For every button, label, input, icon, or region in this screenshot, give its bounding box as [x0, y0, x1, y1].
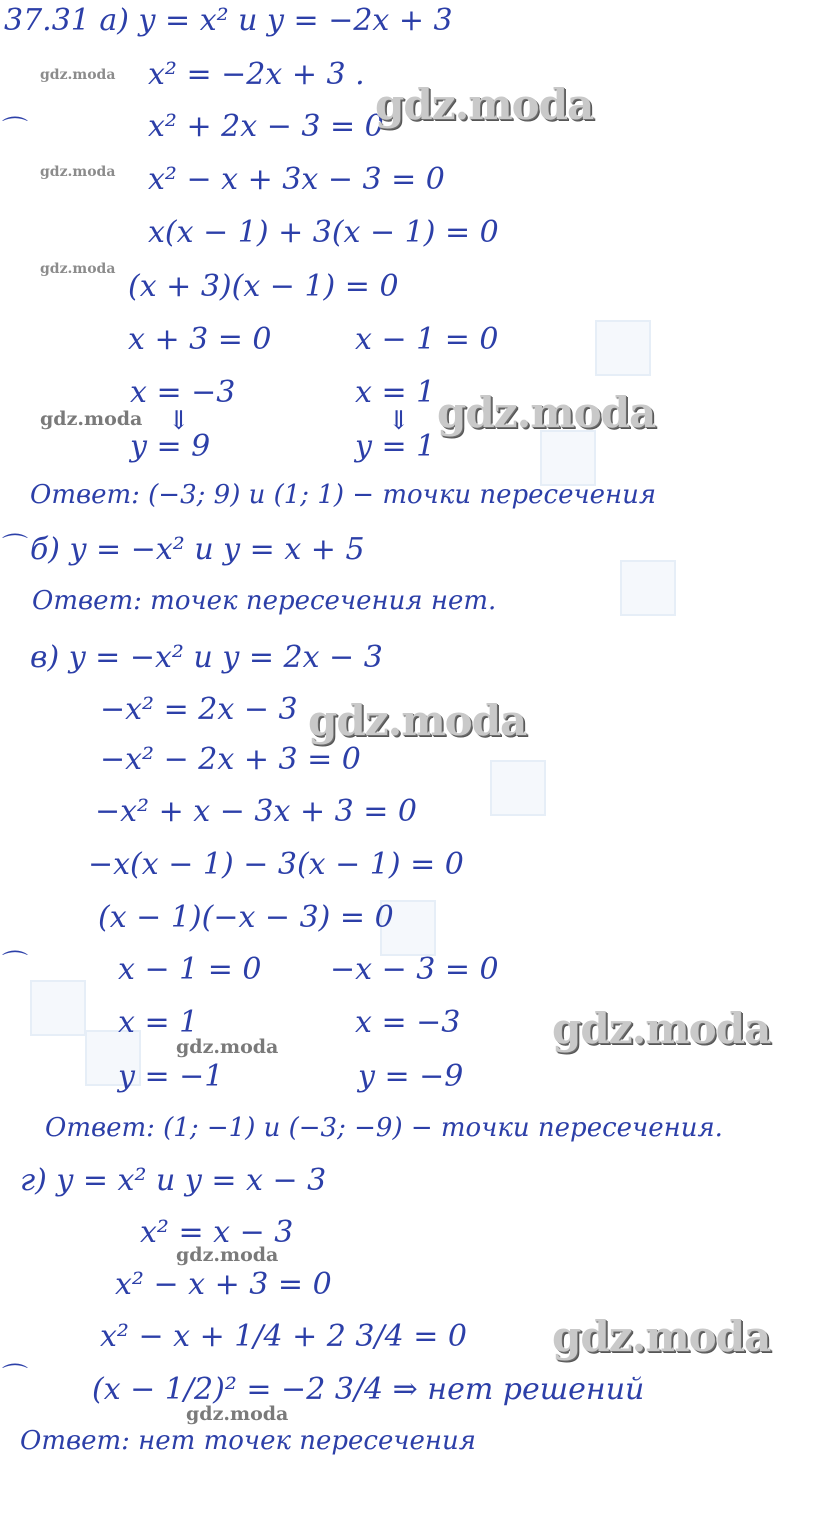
watermark: gdz.moda: [186, 1403, 289, 1425]
problem-header-b: б) y = −x² и y = x + 5: [30, 532, 365, 567]
equation-line: −x − 3 = 0: [330, 952, 499, 987]
watermark-large: gdz.moda: [375, 80, 594, 129]
watermark: gdz.moda: [40, 164, 116, 180]
equation-line: y = 9: [130, 429, 211, 464]
watermark: gdz.moda: [176, 1036, 279, 1058]
equation-line: −x(x − 1) − 3(x − 1) = 0: [88, 847, 464, 882]
watermark: gdz.moda: [176, 1244, 279, 1266]
answer-line: Ответ: (1; −1) и (−3; −9) − точки пересечения.: [45, 1113, 723, 1143]
answer-line: Ответ: нет точек пересечения: [20, 1426, 477, 1456]
equation-line: x² − x + 3 = 0: [115, 1267, 332, 1302]
problem-header-g: г) y = x² и y = x − 3: [20, 1163, 327, 1198]
watermark: gdz.moda: [40, 261, 116, 277]
equation-line: x + 3 = 0: [128, 322, 272, 357]
equation-line: x(x − 1) + 3(x − 1) = 0: [148, 215, 499, 250]
watermark-large: gdz.moda: [308, 696, 527, 745]
answer-line: Ответ: (−3; 9) и (1; 1) − точки пересечения: [30, 480, 657, 510]
margin-mark: ⌒: [2, 533, 29, 563]
margin-mark: ⌒: [2, 1363, 29, 1393]
background-square: [540, 430, 596, 486]
answer-line: Ответ: точек пересечения нет.: [32, 586, 497, 616]
equation-line: x = −3: [355, 1005, 461, 1040]
equation-line: (x − 1)(−x − 3) = 0: [98, 900, 394, 935]
equation-line: y = −1: [118, 1059, 224, 1094]
problem-header-a: 37.31 а) y = x² и y = −2x + 3: [4, 3, 453, 38]
margin-mark: ⌒: [2, 116, 29, 146]
equation-line: x − 1 = 0: [355, 322, 499, 357]
watermark-large: gdz.moda: [552, 1004, 771, 1053]
equation-line: x² = −2x + 3 .: [148, 57, 365, 92]
implies-arrow: ⇓: [168, 406, 190, 436]
equation-line: x − 1 = 0: [118, 952, 262, 987]
background-square: [620, 560, 676, 616]
equation-line: (x − 1/2)² = −2 3/4 ⇒ нет решений: [92, 1372, 645, 1407]
watermark-large: gdz.moda: [437, 388, 656, 437]
equation-line: x = 1: [118, 1005, 199, 1040]
watermark: gdz.moda: [40, 67, 116, 83]
implies-arrow: ⇓: [388, 406, 410, 436]
background-square: [595, 320, 651, 376]
equation-line: x² + 2x − 3 = 0: [148, 109, 384, 144]
equation-line: x = 1: [355, 375, 436, 410]
equation-line: x = −3: [130, 375, 236, 410]
equation-line: x² = x − 3: [140, 1215, 294, 1250]
watermark: gdz.moda: [40, 408, 143, 430]
equation-line: y = 1: [355, 429, 436, 464]
problem-header-v: в) y = −x² и y = 2x − 3: [30, 640, 383, 675]
background-square: [30, 980, 86, 1036]
watermark-large: gdz.moda: [552, 1312, 771, 1361]
equation-line: −x² = 2x − 3: [100, 692, 298, 727]
equation-line: x² − x + 1/4 + 2 3/4 = 0: [100, 1319, 467, 1354]
equation-line: y = −9: [358, 1059, 464, 1094]
equation-line: x² − x + 3x − 3 = 0: [148, 162, 445, 197]
equation-line: (x + 3)(x − 1) = 0: [128, 269, 399, 304]
equation-line: −x² − 2x + 3 = 0: [100, 742, 361, 777]
margin-mark: ⌒: [2, 950, 29, 980]
equation-line: −x² + x − 3x + 3 = 0: [95, 794, 418, 829]
background-square: [490, 760, 546, 816]
